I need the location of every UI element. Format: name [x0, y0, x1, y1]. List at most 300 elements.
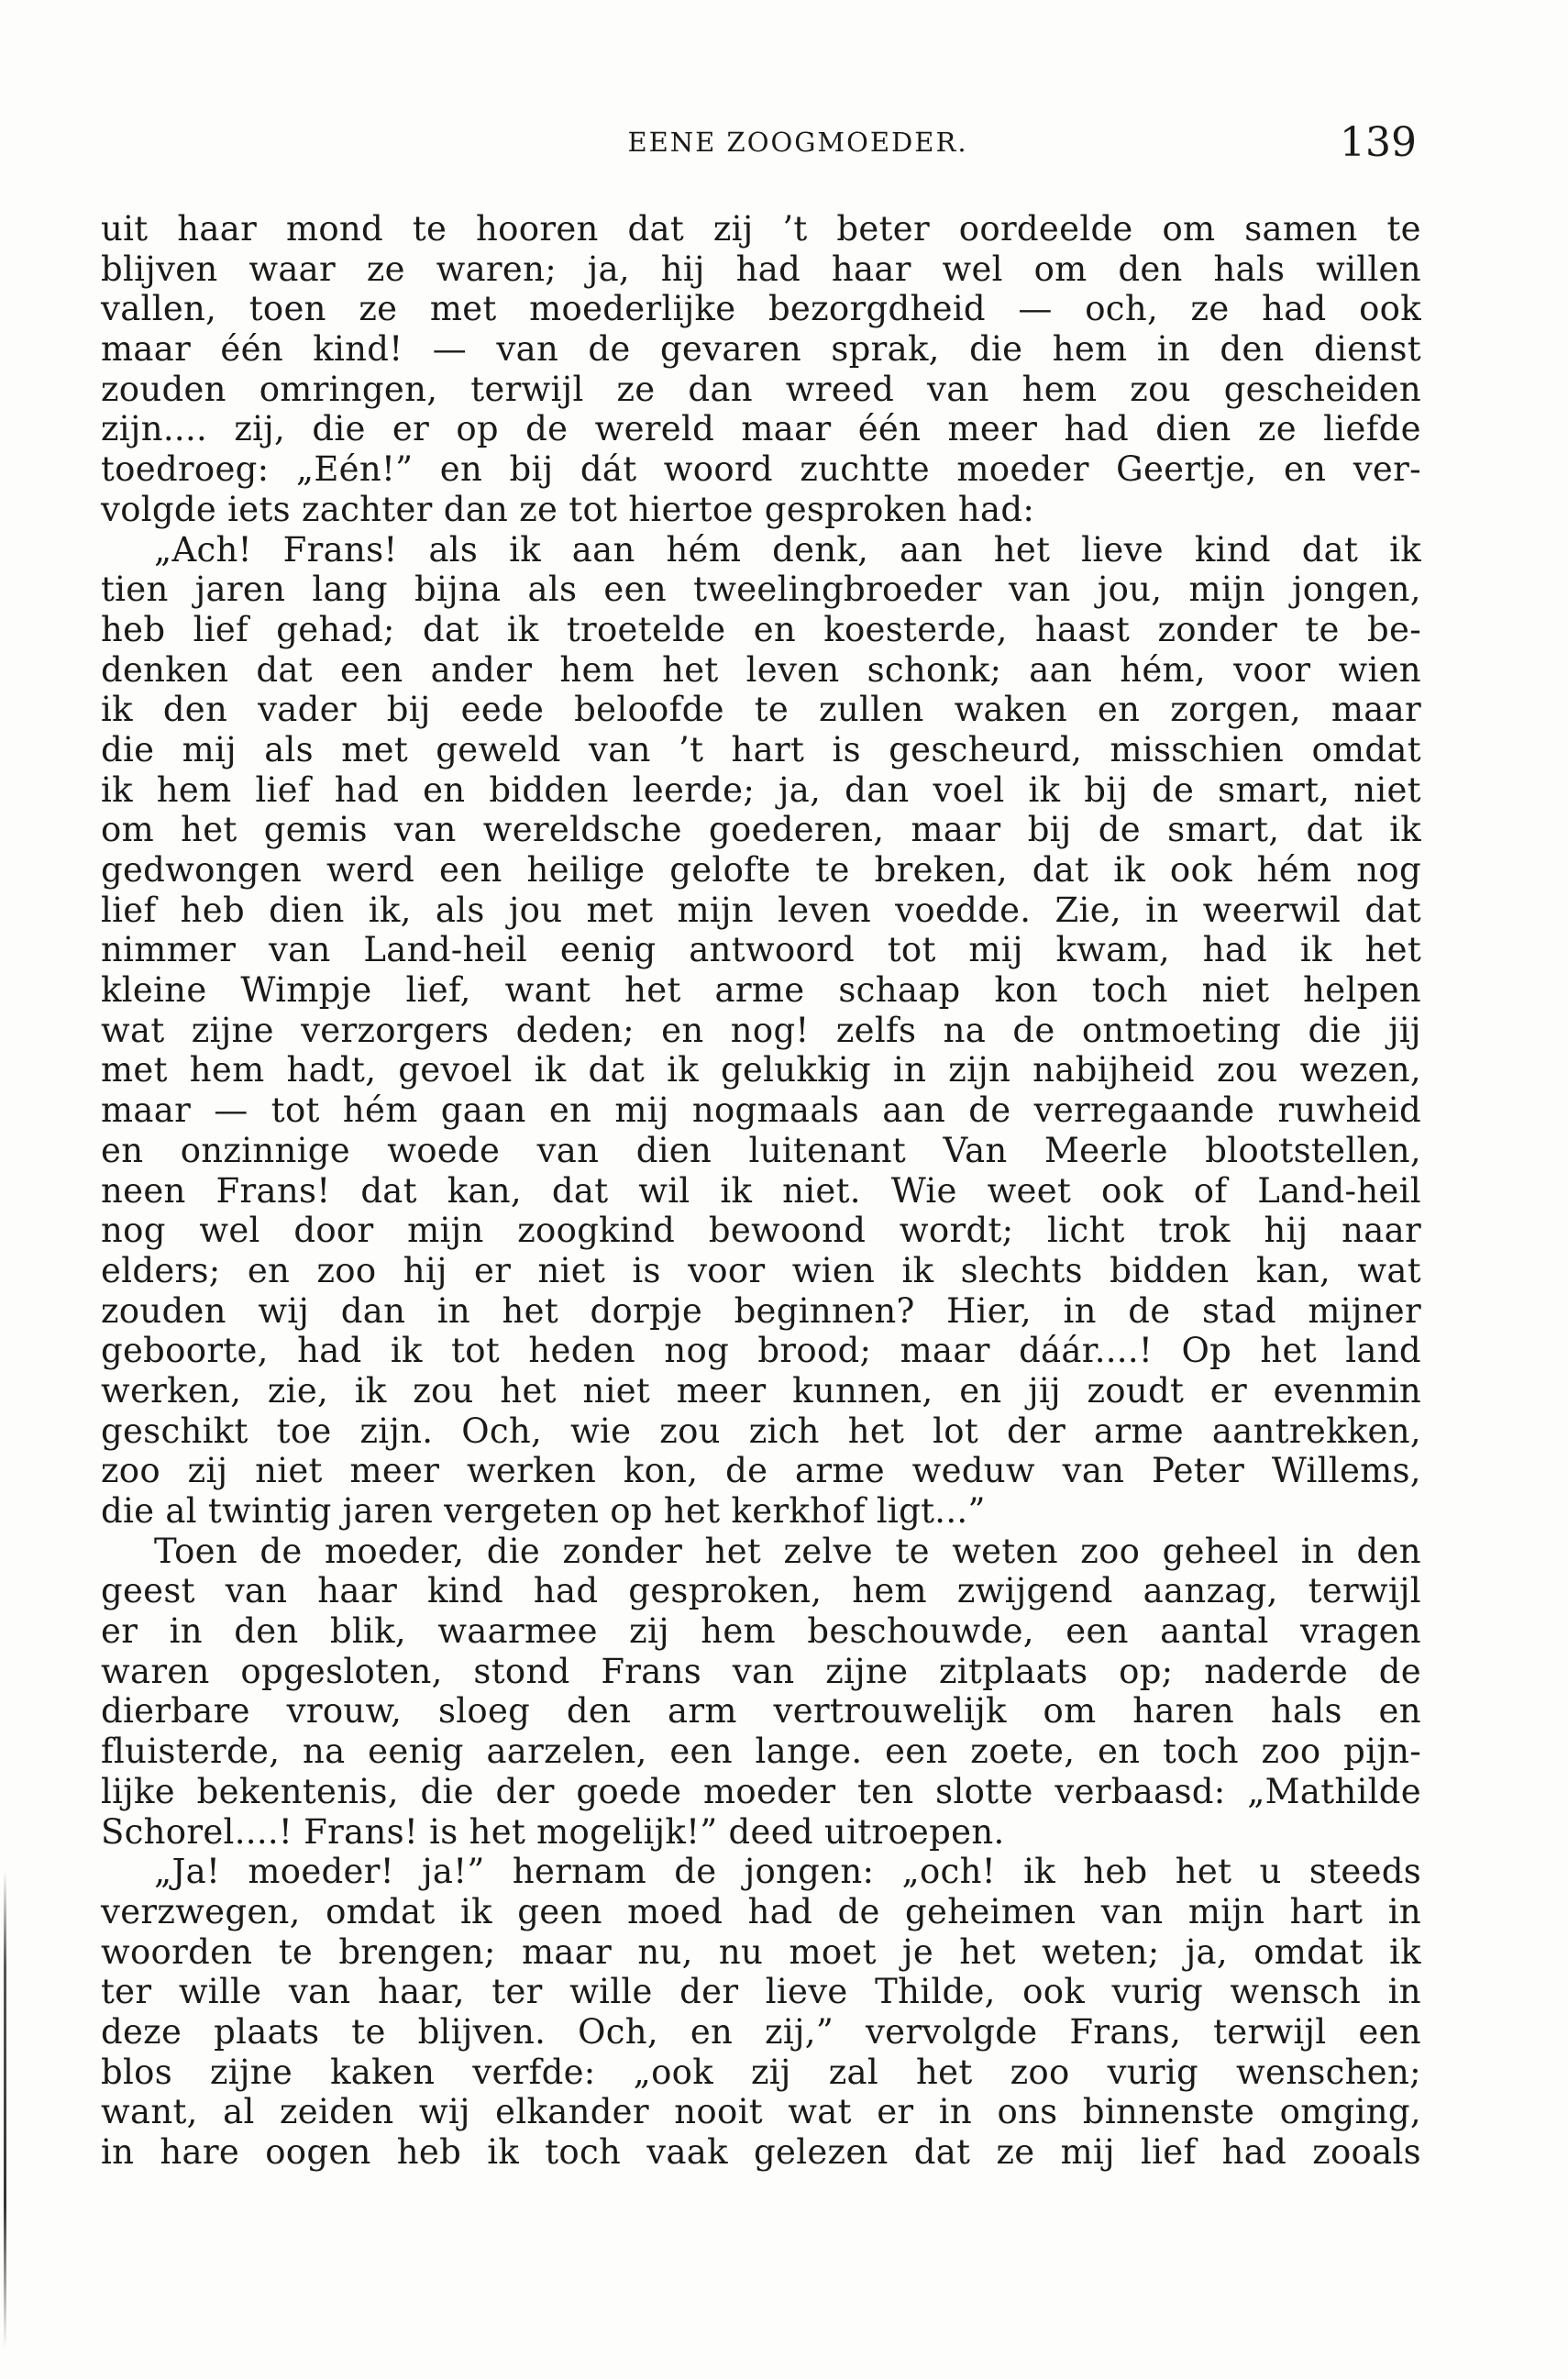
- word: blijven.: [417, 2011, 547, 2052]
- word: ’t: [782, 209, 808, 249]
- word: een: [1066, 1611, 1129, 1652]
- word: wensch: [1230, 1972, 1362, 2012]
- word: nimmer: [101, 930, 237, 970]
- word: zijn.: [359, 1411, 434, 1451]
- text-line: [101, 850, 1421, 891]
- word: als: [527, 570, 578, 610]
- word: ruwheid: [1277, 1090, 1421, 1131]
- text-line: [101, 1011, 1421, 1051]
- word: dat: [1306, 810, 1363, 850]
- word: zijne: [825, 1651, 909, 1691]
- word: lijke: [101, 1771, 175, 1811]
- word: de: [1098, 810, 1141, 850]
- word: dat: [913, 2132, 971, 2172]
- word: een: [1358, 2011, 1421, 2052]
- word: moeder!: [248, 1852, 394, 1892]
- word: nog: [101, 1211, 166, 1251]
- word: eede: [460, 690, 545, 730]
- word: om: [1043, 1691, 1097, 1732]
- word: Hier,: [946, 1290, 1032, 1331]
- word: van: [1100, 1891, 1164, 1931]
- word: den: [1356, 1531, 1421, 1571]
- word: kan,: [1255, 1250, 1331, 1290]
- word: vurig: [1111, 1972, 1203, 2012]
- word: gemis: [263, 810, 368, 850]
- word: zoo: [101, 1451, 160, 1491]
- word: zelfs: [835, 1010, 917, 1050]
- word: lief,: [405, 970, 471, 1011]
- word: ook: [1359, 289, 1421, 329]
- word: zij: [750, 2052, 791, 2092]
- word: koesterde,: [823, 609, 1008, 649]
- text-line: [101, 449, 1421, 490]
- word: ander: [430, 649, 533, 690]
- word: er: [392, 409, 430, 449]
- word: hij: [660, 249, 705, 289]
- word: en: [1097, 1732, 1141, 1772]
- word: ik: [354, 1370, 387, 1411]
- word: voor: [1233, 649, 1311, 690]
- word: om: [1162, 209, 1216, 249]
- word: bewoond: [708, 1211, 867, 1251]
- word: meer: [676, 1370, 767, 1411]
- word: in: [1300, 1531, 1335, 1571]
- word: waken: [954, 690, 1067, 730]
- word: het: [624, 970, 681, 1011]
- word: ik: [101, 769, 133, 810]
- word: weten: [952, 1531, 1058, 1571]
- word: Och,: [461, 1411, 543, 1451]
- word: gevaren: [659, 329, 801, 370]
- word: het: [662, 649, 719, 690]
- word: zwijgend: [956, 1571, 1113, 1611]
- word: maar: [521, 1931, 613, 1972]
- word: uit: [101, 209, 149, 249]
- word: ik: [509, 529, 541, 570]
- word: ik: [506, 609, 539, 649]
- word: jongen:: [744, 1852, 875, 1892]
- word: wel: [942, 249, 1003, 289]
- word: van: [536, 1130, 600, 1170]
- word: als: [264, 729, 314, 769]
- word: slotte: [935, 1771, 1033, 1811]
- word: hij: [1264, 1211, 1309, 1251]
- word: te: [754, 690, 790, 730]
- word: die: [486, 1531, 541, 1571]
- word: ja!”: [422, 1852, 485, 1892]
- text-line: [101, 1371, 1421, 1411]
- word: hart: [1289, 1891, 1364, 1931]
- word: zoudt: [1087, 1370, 1185, 1411]
- word: geen: [517, 1891, 602, 1931]
- word: wezen,: [1299, 1050, 1421, 1090]
- text-line: [101, 1892, 1421, 1932]
- word: ter: [491, 1972, 543, 2012]
- word: wat: [1357, 1250, 1421, 1290]
- word: Frans: [601, 1651, 702, 1691]
- word: „ook: [633, 2052, 713, 2092]
- word: Thilde,: [875, 1972, 996, 2012]
- word: liefde: [1323, 409, 1421, 449]
- word: ja,: [587, 249, 630, 289]
- word: arme: [714, 970, 805, 1011]
- text-line: [101, 370, 1421, 410]
- word: na: [943, 1010, 987, 1050]
- word: niet: [582, 1370, 651, 1411]
- word: haar: [831, 249, 911, 289]
- word: zou: [659, 1411, 721, 1451]
- word: met: [586, 890, 654, 930]
- word: er: [101, 1611, 138, 1652]
- word: nog: [664, 1331, 730, 1371]
- word: kan,: [447, 1170, 522, 1211]
- word: het: [847, 1411, 905, 1451]
- word: pijn-: [1343, 1732, 1421, 1772]
- word: wie: [570, 1411, 632, 1451]
- word: tien: [101, 570, 169, 610]
- word: de: [725, 1451, 768, 1491]
- word: het: [993, 529, 1051, 570]
- word: lange.: [755, 1732, 863, 1772]
- word: Wimpje: [240, 970, 372, 1011]
- word: dienst: [1314, 329, 1421, 370]
- word: dan: [688, 369, 753, 409]
- word: werken,: [101, 1370, 242, 1411]
- word: Op: [1181, 1331, 1232, 1371]
- text-line: [101, 1732, 1421, 1772]
- word: met: [101, 1050, 168, 1090]
- page-number: 139: [1340, 119, 1417, 166]
- word: maar: [101, 1090, 192, 1131]
- text-line: [101, 1932, 1421, 1973]
- word: slechts: [960, 1250, 1083, 1290]
- text-line: [101, 1131, 1421, 1171]
- text-line: [101, 1852, 1421, 1892]
- word: en: [1097, 690, 1141, 730]
- word: van: [496, 329, 559, 370]
- word: in: [169, 1611, 203, 1652]
- word: ik: [667, 1050, 699, 1090]
- word: aan: [571, 529, 635, 570]
- word: hals: [1270, 1691, 1342, 1732]
- word: ons: [997, 2092, 1058, 2132]
- word: ook: [1169, 850, 1232, 890]
- word: mijn: [407, 1211, 484, 1251]
- text-line: [101, 289, 1421, 329]
- word: ik: [390, 1331, 423, 1371]
- word: hem: [701, 1611, 776, 1652]
- word: werd: [326, 850, 415, 890]
- word: hare: [160, 2132, 240, 2172]
- word: aan: [1029, 649, 1093, 690]
- word: lang: [312, 570, 388, 610]
- word: om: [1033, 249, 1088, 289]
- word: en: [247, 1250, 291, 1290]
- text-line: [101, 1331, 1421, 1371]
- word: mond: [285, 209, 384, 249]
- word: dat: [551, 1170, 609, 1211]
- word: hem: [559, 649, 635, 690]
- word: schonk;: [867, 649, 1002, 690]
- text-line: [101, 329, 1421, 370]
- word: verregaande: [1033, 1090, 1255, 1131]
- word: weduw: [911, 1451, 1035, 1491]
- word: geheel: [1162, 1531, 1279, 1571]
- word: Frans,: [1069, 2011, 1182, 2052]
- word: vertrouwelijk: [773, 1691, 1007, 1732]
- word: dat: [1301, 529, 1359, 570]
- word: toch: [545, 2132, 622, 2172]
- word: Geertje,: [1116, 449, 1257, 490]
- word: nu,: [637, 1931, 693, 1972]
- word: zoo: [1010, 2052, 1070, 2092]
- word: die: [420, 1771, 474, 1811]
- word: willen: [1316, 249, 1421, 289]
- word: ik: [459, 1891, 492, 1931]
- word: u: [1259, 1852, 1282, 1892]
- word: land: [1345, 1331, 1421, 1371]
- word: in: [893, 1050, 927, 1090]
- word: „Ach!: [154, 529, 252, 570]
- word: ik: [1023, 1852, 1055, 1892]
- word: in: [1387, 1972, 1421, 2012]
- word: arme: [1094, 1411, 1184, 1451]
- word: één: [220, 329, 283, 370]
- word: en: [959, 1370, 1002, 1411]
- word: lief: [101, 890, 157, 930]
- word: zooals: [1312, 2132, 1421, 2172]
- word: nogmaals: [691, 1090, 860, 1131]
- word: jou,: [1097, 570, 1163, 610]
- word: dat: [360, 1170, 417, 1211]
- word: in: [1063, 1290, 1097, 1331]
- text-line: [101, 570, 1421, 610]
- text-line: [101, 1691, 1421, 1732]
- word: mijner: [1308, 1290, 1421, 1331]
- word: meer: [349, 1451, 440, 1491]
- word: en: [690, 2011, 734, 2052]
- word: lief: [1140, 2132, 1197, 2172]
- word: jongen,: [1292, 570, 1421, 610]
- word: maar: [900, 1331, 990, 1371]
- text-line: [101, 409, 1421, 449]
- word: blootstellen,: [1205, 1130, 1421, 1170]
- word: arme: [794, 1451, 885, 1491]
- word: dat: [422, 609, 480, 649]
- text-line: [101, 530, 1421, 570]
- word: zoo: [316, 1250, 377, 1290]
- word: en: [101, 1130, 144, 1170]
- text-line: [101, 891, 1421, 931]
- word: lieve: [765, 1972, 848, 2012]
- word: mijn: [1188, 570, 1265, 610]
- word: beschouwde,: [807, 1611, 1034, 1652]
- word: dáár....!: [1019, 1331, 1154, 1371]
- word: zij,”: [765, 2011, 834, 2052]
- word: moet: [789, 1931, 877, 1972]
- word: elders;: [101, 1250, 221, 1290]
- word: ze: [1190, 289, 1230, 329]
- word: van: [225, 1571, 288, 1611]
- word: antwoord: [689, 930, 856, 970]
- word: zuchtte: [800, 449, 930, 490]
- word: zich: [748, 1411, 820, 1451]
- word: Land-heil: [363, 930, 528, 970]
- word: verbaasd:: [1055, 1771, 1226, 1811]
- word: van: [1062, 1451, 1125, 1491]
- word: ze: [366, 249, 405, 289]
- word: lot: [933, 1411, 979, 1451]
- word: ter: [101, 1972, 152, 2012]
- word: moederlijke: [529, 289, 736, 329]
- word: zullen: [819, 690, 924, 730]
- word: ’t: [679, 729, 704, 769]
- word: in: [1145, 890, 1179, 930]
- word: de: [1378, 1651, 1421, 1691]
- word: in: [1156, 329, 1191, 370]
- text-line: [101, 1972, 1421, 2012]
- word: wil: [638, 1170, 690, 1211]
- word: mij: [1060, 2132, 1115, 2172]
- word: Toen: [154, 1531, 238, 1571]
- word: oogen: [265, 2132, 371, 2172]
- word: nu: [718, 1931, 764, 1972]
- word: gelofte: [669, 850, 791, 890]
- word: wien: [1338, 649, 1421, 690]
- text-line: Schorel....! Frans! is het mogelijk!” deed uitroepen.: [101, 1811, 1005, 1852]
- word: zoo: [1261, 1732, 1321, 1772]
- word: den: [566, 1691, 632, 1732]
- word: zij: [187, 1451, 228, 1491]
- word: lief: [255, 769, 311, 810]
- word: licht: [1047, 1211, 1125, 1251]
- word: ik,: [368, 890, 412, 930]
- word: waarmee: [437, 1611, 598, 1652]
- word: ik: [1388, 1931, 1421, 1972]
- word: lieve: [1081, 529, 1164, 570]
- text-line: volgde iets zachter dan ze tot hiertoe gesproken had:: [101, 489, 1035, 529]
- word: omging,: [1279, 2092, 1421, 2132]
- word: het: [704, 1531, 762, 1571]
- text-line: [101, 1251, 1421, 1291]
- word: geboorte,: [101, 1331, 269, 1371]
- word: tweelingbroeder: [693, 570, 982, 610]
- word: zouden: [101, 369, 226, 409]
- word: den: [234, 1611, 299, 1652]
- word: niet: [537, 1250, 606, 1290]
- word: helpen: [1303, 970, 1421, 1011]
- word: —: [214, 1090, 248, 1131]
- word: in: [1387, 1891, 1421, 1931]
- word: wereldsche: [482, 810, 682, 850]
- word: heb: [101, 609, 166, 649]
- word: wenschen;: [1236, 2052, 1421, 2092]
- word: Wie: [890, 1170, 957, 1211]
- word: zeiden: [280, 2092, 394, 2132]
- word: om: [101, 810, 154, 850]
- word: haren: [1132, 1691, 1235, 1732]
- word: Land-heil: [1257, 1170, 1421, 1211]
- word: gescheiden: [1223, 369, 1421, 409]
- word: blijven: [101, 249, 218, 289]
- word: eenig: [559, 930, 657, 970]
- body-text: [101, 209, 1421, 2173]
- word: bidden: [1110, 1250, 1230, 1290]
- text-line: [101, 970, 1421, 1011]
- word: en: [423, 769, 466, 810]
- word: ze: [616, 369, 656, 409]
- word: één: [857, 409, 922, 449]
- word: haast: [1034, 609, 1131, 649]
- word: met: [429, 289, 497, 329]
- word: binnenste: [1082, 2092, 1255, 2132]
- word: bezorgdheid: [767, 289, 986, 329]
- word: „Eén!”: [295, 449, 414, 490]
- word: tot: [887, 930, 936, 970]
- word: terwijl: [1308, 1571, 1421, 1611]
- word: al: [223, 2092, 255, 2132]
- word: mij: [968, 930, 1023, 970]
- word: ik: [1389, 529, 1421, 570]
- word: toen: [248, 289, 326, 329]
- word: aan: [882, 1090, 946, 1131]
- text-line: [101, 1090, 1421, 1131]
- word: den: [1220, 329, 1285, 370]
- word: hadt,: [286, 1050, 377, 1090]
- word: waar: [248, 249, 337, 289]
- text-line: [101, 610, 1421, 650]
- word: zijne: [191, 1010, 274, 1050]
- word: met: [341, 729, 409, 769]
- word: jij: [1388, 1010, 1421, 1050]
- word: voedde.: [895, 890, 1032, 930]
- word: Van: [943, 1130, 1008, 1170]
- word: had: [1202, 930, 1268, 970]
- word: want,: [101, 2092, 198, 2132]
- word: een: [340, 649, 403, 690]
- word: te: [1386, 209, 1421, 249]
- word: terwijl: [1213, 2011, 1327, 2052]
- word: Zie,: [1055, 890, 1121, 930]
- word: ver-: [1353, 449, 1421, 490]
- word: als: [428, 529, 479, 570]
- text-line: [101, 650, 1421, 691]
- word: geweld: [436, 729, 561, 769]
- word: het: [1260, 1331, 1317, 1371]
- word: bij: [1027, 810, 1072, 850]
- word: maar: [911, 810, 1001, 850]
- word: woorden: [101, 1931, 253, 1972]
- word: waren: [101, 1651, 210, 1691]
- word: van: [288, 1972, 351, 2012]
- word: hals: [1213, 249, 1286, 289]
- text-line: [101, 730, 1421, 770]
- word: nooit: [674, 2092, 763, 2132]
- word: aanzag,: [1143, 1571, 1278, 1611]
- word: ik: [1299, 930, 1332, 970]
- word: wereld: [594, 409, 715, 449]
- word: der: [495, 1771, 555, 1811]
- word: ik: [1389, 810, 1421, 850]
- word: kind!: [313, 329, 403, 370]
- text-line: [101, 249, 1421, 290]
- word: na: [302, 1732, 346, 1772]
- text-line: [101, 930, 1421, 970]
- word: jou: [508, 890, 563, 930]
- word: gelezen: [754, 2132, 889, 2172]
- word: bij: [509, 449, 554, 490]
- word: in: [938, 2092, 973, 2132]
